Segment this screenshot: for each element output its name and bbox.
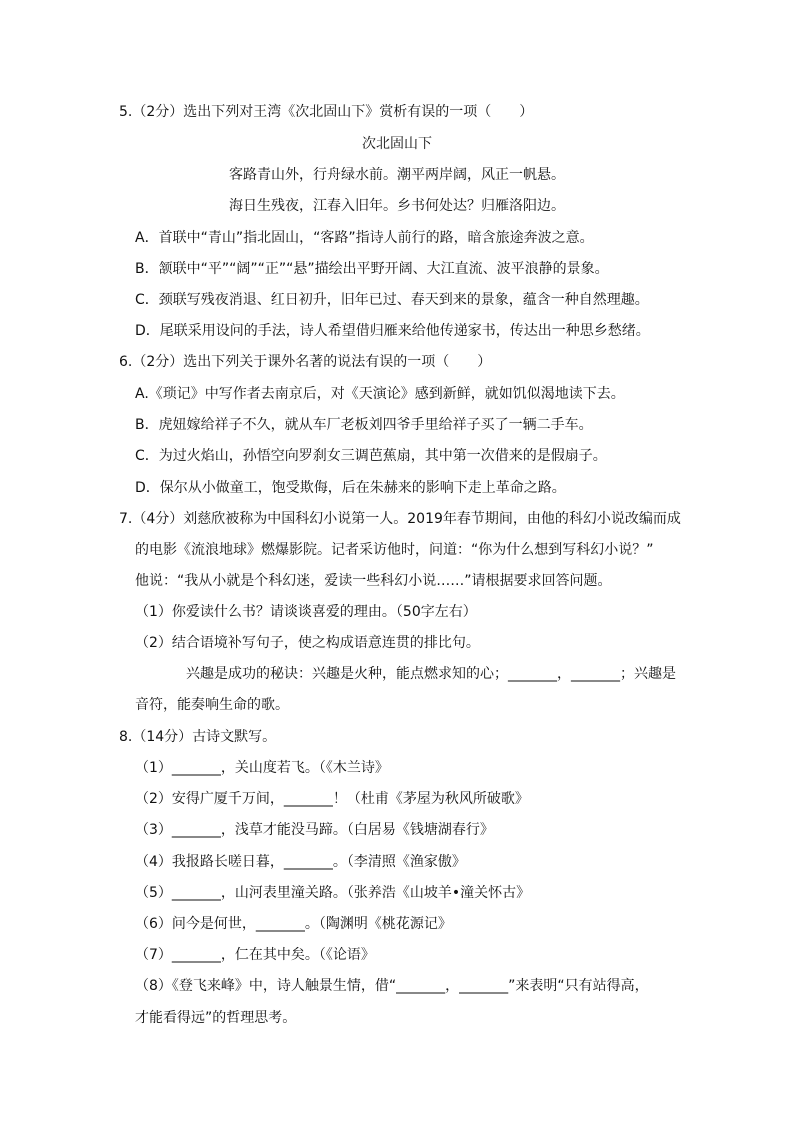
q5-stem: 5.（2分）选出下列对王湾《次北固山下》赏析有误的一项（ ） — [119, 104, 534, 120]
q6-option-c: C．为过火焰山，孙悟空向罗刹女三调芭蕉扇，其中第一次借来的是假扇子。 — [135, 448, 607, 464]
q8-item-1: （1）_______，关山度若飞。（《木兰诗》 — [135, 760, 389, 776]
q8-item-7: （7）_______，仁在其中矣。（《论语》 — [135, 947, 375, 963]
q6-option-b: B．虎妞嫁给祥子不久，就从车厂老板刘四爷手里给祥子买了一辆二手车。 — [135, 417, 593, 433]
q7-sentence-line-2: 音符，能奏响生命的歌。 — [135, 697, 289, 713]
q8-item-3: （3）_______，浅草才能没马蹄。（白居易《钱塘湖春行》 — [135, 822, 494, 838]
q5-option-a: A．首联中“青山”指北固山，“客路”指诗人前行的路，暗含旅途奔波之意。 — [135, 230, 594, 246]
q5-option-b: B．颔联中“平”“阔”“正”“悬”描绘出平野开阔、大江直流、波平浪静的景象。 — [135, 261, 609, 277]
q8-item-4: （4）我报路长嗟日暮，_______。（李清照《渔家傲》 — [135, 854, 466, 870]
q6-stem: 6.（2分）选出下列关于课外名著的说法有误的一项（ ） — [119, 354, 492, 370]
q8-stem: 8.（14分）古诗文默写。 — [119, 729, 277, 745]
q7-stem-line-2: 的电影《流浪地球》燃爆影院。记者采访他时，问道：“你为什么想到写科幻小说？” — [135, 542, 654, 558]
q5-option-c: C．颈联写残夜消退、红日初升，旧年已过、春天到来的景象，蕴含一种自然理趣。 — [135, 292, 649, 308]
q6-option-d: D．保尔从小做童工，饱受欺侮，后在朱赫来的影响下走上革命之路。 — [135, 480, 566, 496]
q6-option-a: A.《琐记》中写作者去南京后，对《天演论》感到新鲜，就如饥似渴地读下去。 — [135, 386, 625, 402]
q5-poem-title: 次北固山下 — [362, 136, 432, 152]
q5-poem-line-2: 海日生残夜，江春入旧年。乡书何处达？归雁洛阳边。 — [229, 198, 565, 214]
q5-poem-line-1: 客路青山外，行舟绿水前。潮平两岸阔，风正一帆悬。 — [229, 167, 565, 183]
q7-sentence-line-1: 兴趣是成功的秘诀：兴趣是火种，能点燃求知的心；_______，_______；兴趣是 — [186, 666, 676, 682]
q8-item-5: （5）_______，山河表里潼关路。（张养浩《山坡羊•潼关怀古》 — [135, 885, 531, 901]
q7-sub-question-1: （1）你爱读什么书？请谈谈喜爱的理由。（50字左右） — [135, 604, 477, 620]
q5-option-d: D．尾联采用设问的手法，诗人希望借归雁来给他传递家书，传达出一种思乡愁绪。 — [135, 323, 650, 339]
q8-item-2: （2）安得广厦千万间，_______！（杜甫《茅屋为秋风所破歌》 — [135, 791, 529, 807]
q7-sub-question-2: （2）结合语境补写句子，使之构成语意连贯的排比句。 — [135, 635, 480, 651]
q8-item-8-line-1: （8）《登飞来峰》中，诗人触景生情，借“_______，_______”来表明“只有站得高， — [135, 978, 649, 994]
q8-item-6: （6）问今是何世，_______。（陶渊明《桃花源记》 — [135, 916, 452, 932]
q8-item-8-line-2: 才能看得远”的哲理思考。 — [135, 1010, 297, 1026]
q7-stem-line-1: 7.（4分）刘慈欣被称为中国科幻小说第一人。2019年春节期间，由他的科幻小说改编而成 — [119, 511, 681, 527]
q7-stem-line-3: 他说：“我从小就是个科幻迷，爱读一些科幻小说……”请根据要求回答问题。 — [135, 573, 612, 589]
